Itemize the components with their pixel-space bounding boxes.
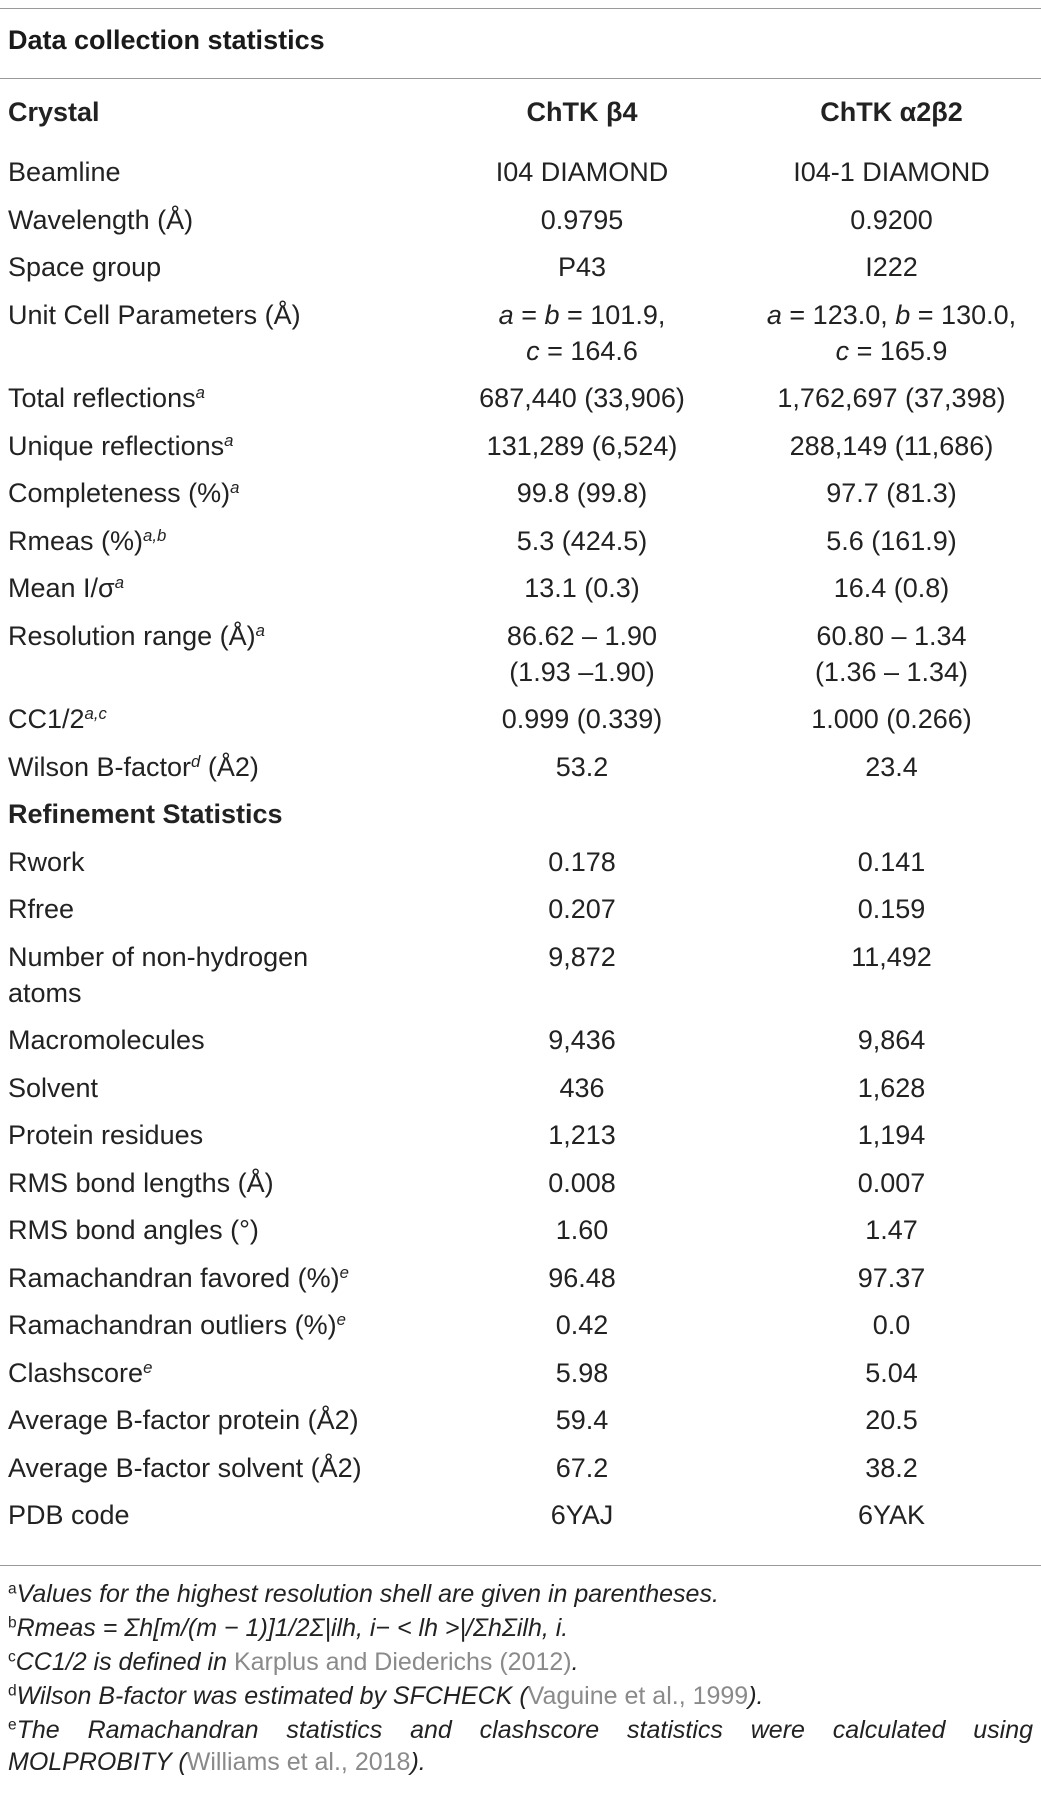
row-label: RMS bond angles (°): [8, 1215, 259, 1245]
table-row: [0, 1113, 1041, 1161]
value-line: 86.62 – 1.90: [506, 620, 658, 651]
row-value: 0.9795: [540, 204, 624, 235]
row-value: 1,628: [857, 1072, 926, 1103]
row-label: CC1/2$^{a,c}$: [8, 703, 107, 734]
row-label: Average B-factor solvent (Å2): [8, 1452, 362, 1483]
table-row: [0, 519, 1041, 567]
table-row: [0, 566, 1041, 614]
row-value: 9,872: [548, 941, 616, 972]
row-value: 0.207: [548, 894, 616, 924]
row-value: 0.42: [555, 1310, 609, 1340]
row-value: 0.159: [857, 894, 926, 924]
row-value: 1,194: [857, 1120, 926, 1150]
row-value: 0.9200: [850, 204, 933, 235]
row-value: 5.04: [865, 1357, 918, 1388]
footnote-marker: a: [114, 572, 125, 592]
footnote-b: $^b$Rmeas = Σh[m/(m − 1)]1/2Σ|ilh, i− < lh >|/ΣhΣilh, i.: [8, 1614, 569, 1642]
row-value: 16.4 (0.8): [833, 573, 950, 603]
row-value: 0.999 (0.339): [501, 704, 663, 734]
table-row: [0, 376, 1041, 424]
column-header-chtk-beta4: ChTK β4: [526, 97, 638, 127]
row-label: PDB code: [8, 1500, 130, 1530]
footer-rule: [0, 1565, 1041, 1566]
row-label: RMS bond lengths (Å): [8, 1167, 274, 1198]
footnote-marker: e: [143, 1357, 153, 1377]
table-row: [0, 1303, 1041, 1351]
row-value: 0.007: [857, 1167, 926, 1198]
row-label: Rfree: [8, 894, 75, 924]
row-label: Beamline: [8, 157, 121, 187]
row-label: Completeness (%)$^a$: [8, 477, 240, 508]
row-label: Resolution range (Å)$^a$: [8, 620, 265, 651]
row-label: Rwork: [8, 846, 85, 877]
value-line: c = 165.9: [835, 335, 948, 366]
row-label: Wavelength (Å): [8, 204, 194, 235]
value-line: 60.80 – 1.34: [816, 620, 967, 651]
citation-link[interactable]: Williams et al., 2018: [186, 1748, 411, 1776]
row-value: 1,213: [548, 1120, 616, 1150]
value-line: (1.36 – 1.34): [814, 656, 969, 687]
row-value: 97.37: [857, 1262, 926, 1293]
row-label: Solvent: [8, 1072, 99, 1103]
row-value: 0.178: [548, 846, 616, 877]
table-row: [0, 1066, 1041, 1114]
row-value: P43: [557, 252, 607, 282]
footnote-marker: a,b: [143, 525, 167, 545]
footnote-marker: d: [191, 751, 201, 771]
footnote-marker: a: [224, 430, 234, 450]
row-value: 288,149 (11,686): [789, 430, 994, 461]
row-label: Protein residues: [8, 1120, 204, 1150]
row-value: 9,436: [548, 1025, 616, 1055]
row-value: 0.141: [857, 846, 926, 877]
table-row: [0, 697, 1041, 745]
table-row: [0, 198, 1041, 246]
row-value: 0.008: [548, 1167, 616, 1198]
row-value: [742, 293, 1041, 377]
row-value: 1.60: [555, 1215, 609, 1245]
table-row: [0, 1446, 1041, 1494]
table-row: [0, 1018, 1041, 1066]
statistics-table: [0, 92, 1041, 1541]
row-value: 131,289 (6,524): [486, 430, 678, 461]
row-value: 53.2: [555, 751, 609, 782]
footnote-marker: a: [230, 477, 240, 497]
row-value: [422, 614, 742, 698]
row-label: Rmeas (%)$^{a,b}$: [8, 525, 167, 556]
row-value: 20.5: [865, 1405, 918, 1435]
row-value: 1,762,697 (37,398): [777, 383, 1006, 413]
row-value: 38.2: [865, 1452, 918, 1483]
refinement-title: Refinement Statistics: [8, 799, 283, 829]
row-value: 9,864: [857, 1025, 926, 1055]
row-value: 59.4: [555, 1405, 609, 1435]
table-row: [0, 471, 1041, 519]
table-row: [0, 1493, 1041, 1541]
row-label: Unit Cell Parameters (Å): [8, 299, 301, 330]
table-row: [0, 245, 1041, 293]
column-header-chtk-alpha2beta2: ChTK α2β2: [820, 97, 963, 127]
row-label: Clashscore$^e$: [8, 1357, 153, 1388]
footnote-marker: a: [255, 620, 265, 640]
row-value: 97.7 (81.3): [826, 478, 957, 508]
row-value: [742, 614, 1041, 698]
table-row: [0, 1161, 1041, 1209]
row-value: 5.98: [555, 1357, 609, 1388]
table-row: [0, 150, 1041, 198]
value-line: a = 123.0, b = 130.0,: [766, 299, 1017, 330]
refinement-section-header: [0, 792, 1041, 840]
table-row: [0, 745, 1041, 793]
row-label: Macromolecules: [8, 1025, 205, 1055]
row-value: [422, 293, 742, 377]
top-rule: [0, 8, 1041, 9]
row-value: 0.0: [872, 1310, 911, 1340]
row-value: 6YAK: [857, 1500, 926, 1530]
row-value: 67.2: [555, 1452, 609, 1483]
footnote-c: $^c$CC1/2 is defined in Karplus and Diederichs (2012).: [8, 1648, 579, 1676]
table-row: [0, 293, 1041, 377]
row-value: 1.47: [865, 1215, 918, 1245]
row-value: 5.3 (424.5): [516, 525, 648, 556]
footnote-marker: a,c: [84, 703, 107, 723]
section-title: Data collection statistics: [8, 25, 325, 55]
row-value: 5.6 (161.9): [826, 525, 957, 556]
table-row: [0, 1256, 1041, 1304]
footnotes: [8, 1578, 1033, 1780]
table-header-row: [0, 92, 1041, 150]
row-value: 11,492: [851, 941, 932, 972]
row-value: 96.48: [548, 1262, 616, 1293]
row-label: Space group: [8, 252, 162, 282]
table-row: [0, 614, 1041, 698]
row-value: 13.1 (0.3): [524, 573, 640, 603]
row-label: Ramachandran outliers (%)$^e$: [8, 1309, 346, 1340]
table-row: [0, 1351, 1041, 1399]
footnote-marker: e: [339, 1262, 349, 1282]
row-label: Number of non-hydrogen atoms: [8, 941, 309, 1008]
citation-link[interactable]: Karplus and Diederichs (2012): [233, 1648, 572, 1676]
row-value: I04-1 DIAMOND: [793, 157, 990, 187]
row-label: Unique reflections$^a$: [8, 430, 234, 461]
row-label: Ramachandran favored (%)$^e$: [8, 1262, 349, 1293]
header-rule: [0, 78, 1041, 79]
row-value: 436: [559, 1072, 605, 1103]
table-row: [0, 424, 1041, 472]
row-value: I04 DIAMOND: [495, 157, 669, 187]
row-value: 99.8 (99.8): [516, 478, 648, 508]
footnote-d: $^d$Wilson B-factor was estimated by SFCHECK (Vaguine et al., 1999).: [8, 1682, 764, 1710]
row-value: 687,440 (33,906): [479, 383, 685, 413]
value-line: a = b = 101.9,: [498, 299, 666, 330]
footnote-a: $^a$Values for the highest resolution shell are given in parentheses.: [8, 1580, 719, 1608]
table-row: [0, 1398, 1041, 1446]
footnote-e: $^e$The Ramachandran statistics and clashscore statistics were calculated using MOLPROBITY (Williams et al., 2018).: [8, 1716, 1033, 1776]
row-label: Average B-factor protein (Å2): [8, 1405, 359, 1435]
footnote-marker: e: [336, 1309, 346, 1329]
value-line: (1.93 –1.90): [509, 656, 655, 687]
table-row: [0, 935, 1041, 1019]
table-row: [0, 887, 1041, 935]
row-label: Total reflections$^a$: [8, 382, 205, 413]
row-label: Mean $I/\sigma^a$: [8, 572, 125, 603]
column-header-crystal: Crystal: [8, 97, 100, 127]
table-row: [0, 1208, 1041, 1256]
row-label: Wilson B-factor$^d$ (Å2): [8, 751, 259, 782]
row-value: 1.000 (0.266): [811, 704, 972, 734]
row-value: 6YAJ: [550, 1500, 614, 1530]
row-value: 23.4: [865, 751, 918, 782]
table-row: [0, 840, 1041, 888]
footnote-marker: a: [195, 382, 205, 402]
citation-link[interactable]: Vaguine et al., 1999: [527, 1682, 749, 1710]
row-value: I222: [865, 252, 918, 282]
value-line: c = 164.6: [526, 335, 638, 366]
